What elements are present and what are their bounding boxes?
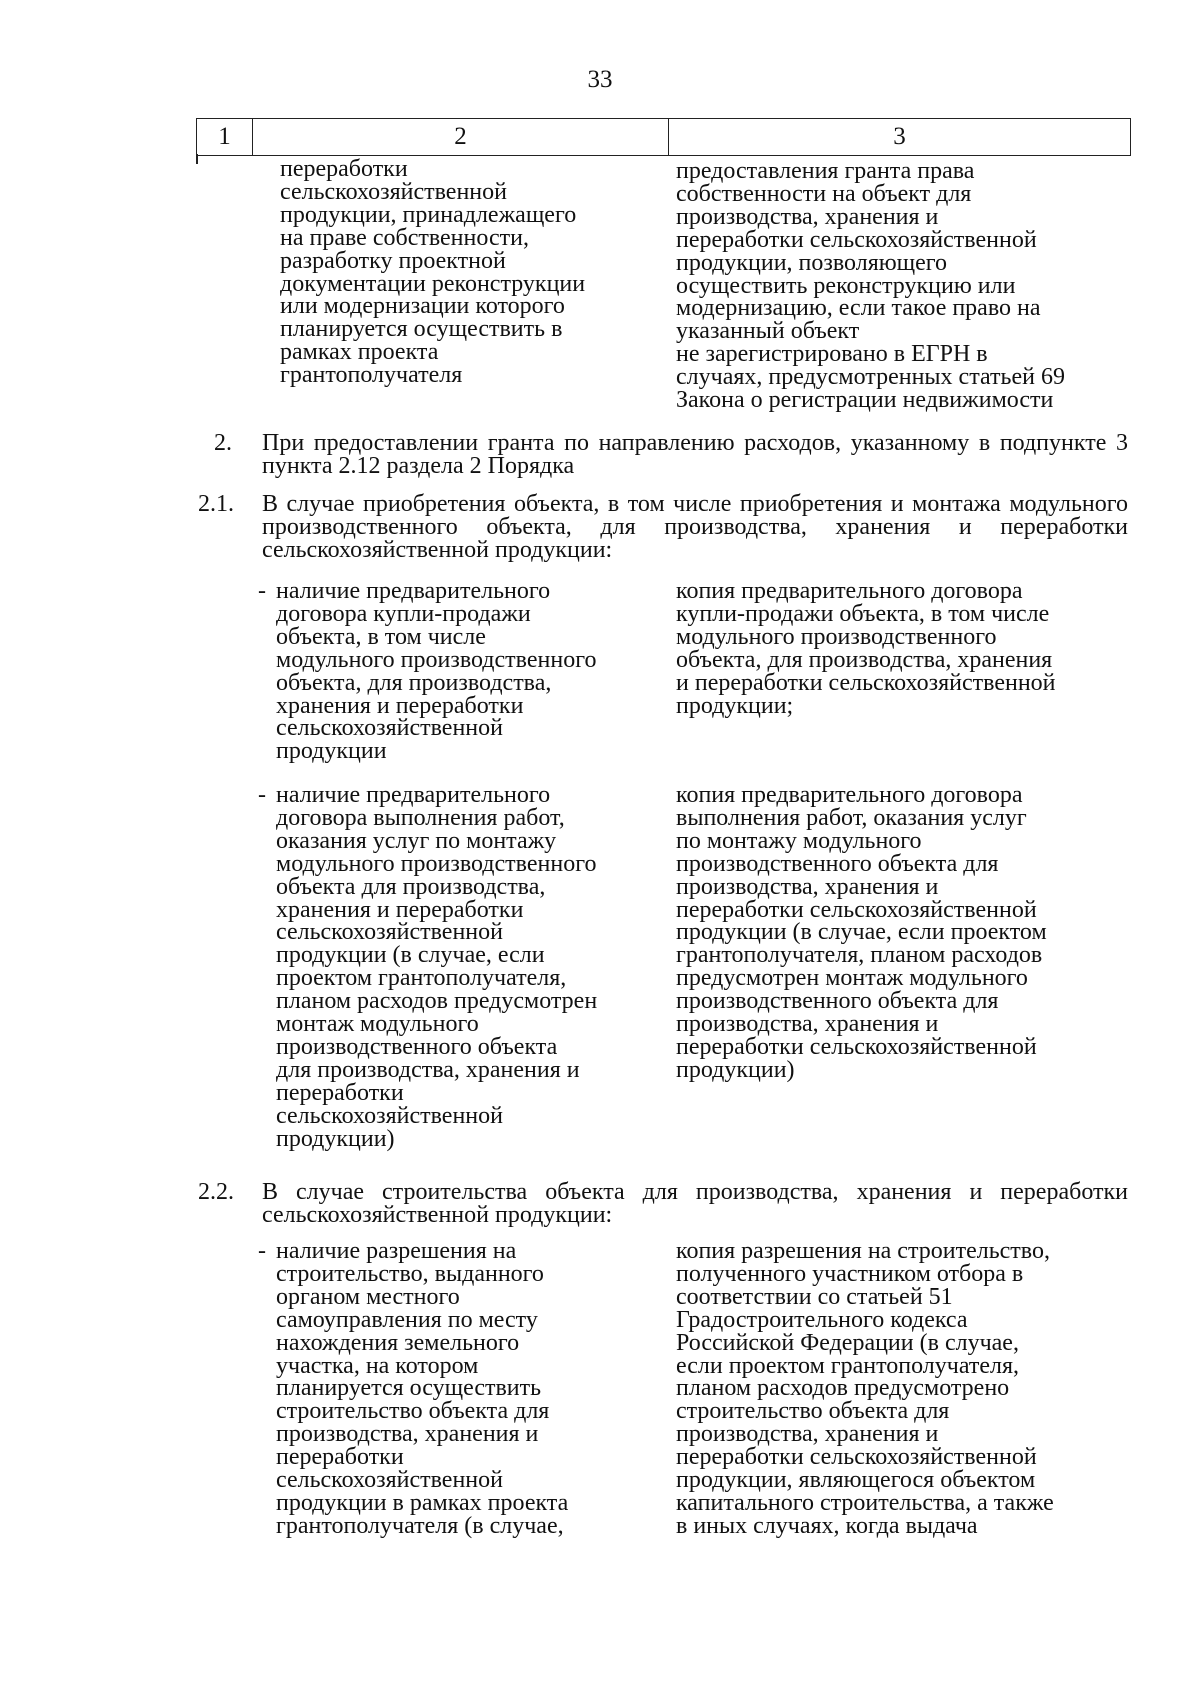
- section-2-2-number: 2.2.: [198, 1179, 234, 1205]
- section-2-1-text: В случае приобретения объекта, в том числе приобретения и монтажа модульного производственного объекта, для производства, хранения и переработки сельскохозяйственной продукции:: [262, 491, 1128, 563]
- continuation-left-cell: переработки сельскохозяйственной продукции, принадлежащего на праве собственности, разработку проектной документации реконструкции или модернизации которого планируется осуществить в рамках проекта грантополучателя: [280, 156, 586, 389]
- section-2-number: 2.: [214, 430, 232, 456]
- requirement-left-cell: наличие предварительного договора купли-продажи объекта, в том числе модульного производственного объекта, для производства, хранения и переработки сельскохозяйственной продукции: [276, 578, 597, 765]
- document-right-cell: копия предварительного договора выполнения работ, оказания услуг по монтажу модульного производственного объекта для производства, хранения и переработки сельскохозяйственной продукции (в случае, если проектом грантополучателя, планом расходов предусмотрен монтаж модульного производственного объекта для производства, хранения и переработки сельскохозяйственной продукции): [676, 782, 1047, 1083]
- table-border-stub: [196, 154, 198, 164]
- table-header-col-1: 1: [197, 119, 253, 155]
- section-2-1-number: 2.1.: [198, 491, 234, 517]
- list-dash: -: [258, 782, 266, 808]
- document-right-cell: копия разрешения на строительство, полученного участником отбора в соответствии со статьей 51 Градостроительного кодекса Российской Федерации (в случае, если проектом грантополучателя, планом расходов предусмотрено строительство объекта для производства, хранения и переработки сельскохозяйственной продукции, являющегося объектом капитального строительства, а также в иных случаях, когда выдача: [676, 1238, 1054, 1539]
- table-header-col-3: 3: [893, 123, 906, 150]
- requirement-left-cell: наличие предварительного договора выполнения работ, оказания услуг по монтажу модульного производственного объекта для производства, хранения и переработки сельскохозяйственной продукции (в случае, если проектом грантополучателя, планом расходов предусмотрен монтаж модульного производственного объекта для производства, хранения и переработки сельскохозяйственной продукции): [276, 782, 598, 1152]
- page-number: 33: [587, 66, 613, 93]
- list-dash: -: [258, 1238, 266, 1264]
- section-2-2-text: В случае строительства объекта для производства, хранения и переработки сельскохозяйственной продукции:: [262, 1179, 1128, 1228]
- table-header-col-2: 2: [253, 119, 669, 155]
- document-right-cell: копия предварительного договора купли-продажи объекта, в том числе модульного производственного объекта, для производства, хранения и переработки сельскохозяйственной продукции;: [676, 578, 1056, 719]
- section-2-text: При предоставлении гранта по направлению расходов, указанному в подпункте 3 пункта 2.12 раздела 2 Порядка: [262, 430, 1128, 479]
- continuation-right-cell: предоставления гранта права собственности на объект для производства, хранения и переработки сельскохозяйственной продукции, позволяющего осуществить реконструкцию или модернизацию, если такое право на указанный объект не зарегистрировано в ЕГРН в случаях, предусмотренных статьей 69 Закона о регистрации недвижимости: [676, 158, 1065, 414]
- requirement-left-cell: наличие разрешения на строительство, выданного органом местного самоуправления по месту нахождения земельного участка, на котором планируется осуществить строительство объекта для производства, хранения и переработки сельскохозяйственной продукции в рамках проекта грантополучателя (в случае,: [276, 1238, 569, 1539]
- table-header-row: [196, 118, 1131, 156]
- list-dash: -: [258, 578, 266, 604]
